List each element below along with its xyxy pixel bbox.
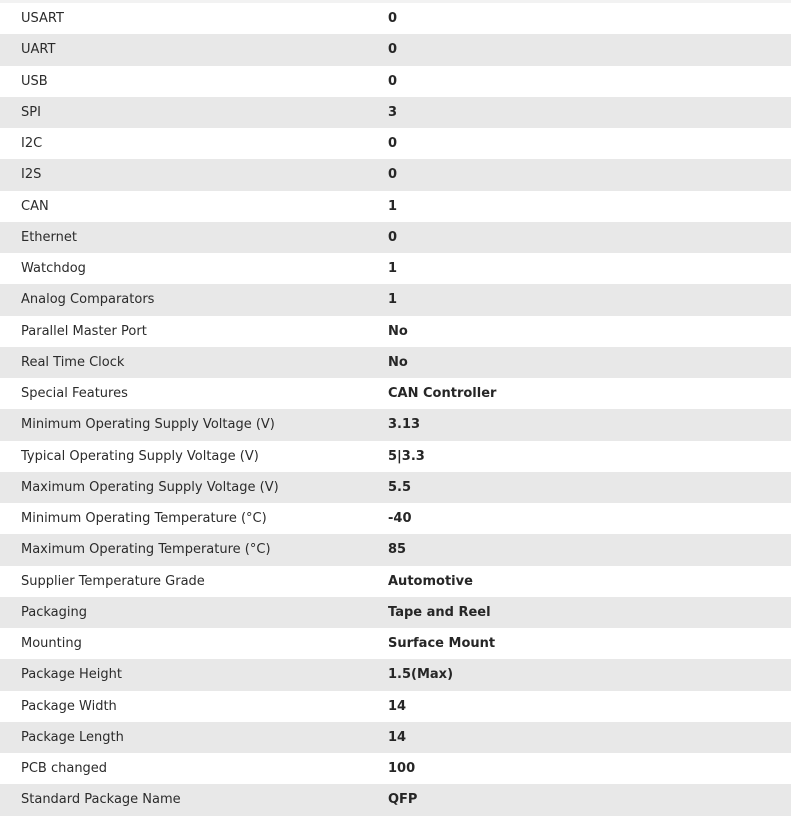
spec-value: 85 [388, 542, 407, 558]
spec-label: Watchdog [21, 261, 86, 277]
spec-value: 1 [388, 261, 398, 277]
spec-value: 1 [388, 198, 398, 214]
spec-value: 14 [388, 729, 407, 745]
spec-value: CAN Controller [388, 386, 497, 402]
spec-label: Typical Operating Supply Voltage (V) [21, 448, 259, 464]
spec-row-pcb-changed [0, 753, 791, 784]
spec-label: PCB changed [21, 761, 108, 777]
spec-row-i2s [0, 159, 791, 190]
spec-row-max-temperature [0, 534, 791, 565]
spec-label: I2S [21, 167, 42, 183]
spec-label: Package Length [21, 729, 124, 745]
spec-value: Tape and Reel [388, 604, 491, 620]
spec-row-spi [0, 97, 791, 128]
spec-value: 0 [388, 167, 398, 183]
spec-label: Package Height [21, 667, 122, 683]
spec-row-special-features [0, 378, 791, 409]
spec-label: Minimum Operating Supply Voltage (V) [21, 417, 275, 433]
spec-value: Surface Mount [388, 636, 496, 652]
spec-label: SPI [21, 104, 41, 120]
spec-value: 0 [388, 11, 398, 27]
spec-label: Supplier Temperature Grade [21, 573, 205, 589]
spec-row-can [0, 191, 791, 222]
spec-row-packaging [0, 597, 791, 628]
spec-row-min-temperature [0, 503, 791, 534]
spec-label: Special Features [21, 386, 128, 402]
spec-value: -40 [388, 511, 412, 527]
spec-label: CAN [21, 198, 49, 214]
spec-label: Parallel Master Port [21, 323, 147, 339]
spec-row-max-supply-voltage [0, 472, 791, 503]
spec-row-analog-comparators [0, 284, 791, 315]
spec-label: USB [21, 73, 48, 89]
spec-value: Automotive [388, 573, 473, 589]
spec-value: 0 [388, 136, 398, 152]
spec-label: Minimum Operating Temperature (°C) [21, 511, 267, 527]
spec-row-uart [0, 34, 791, 65]
spec-row-package-width [0, 691, 791, 722]
spec-label: Package Width [21, 698, 117, 714]
spec-row-standard-package-name [0, 784, 791, 815]
spec-label: I2C [21, 136, 43, 152]
spec-label: Maximum Operating Supply Voltage (V) [21, 479, 279, 495]
spec-row-package-length [0, 722, 791, 753]
spec-value: 0 [388, 42, 398, 58]
spec-label: Ethernet [21, 229, 77, 245]
spec-label: Packaging [21, 604, 87, 620]
spec-row-min-supply-voltage [0, 409, 791, 440]
spec-value: 1 [388, 292, 398, 308]
spec-value: QFP [388, 792, 418, 808]
spec-label: Maximum Operating Temperature (°C) [21, 542, 271, 558]
spec-value: 14 [388, 698, 407, 714]
spec-row-ethernet [0, 222, 791, 253]
spec-label: Mounting [21, 636, 82, 652]
spec-row-package-height [0, 659, 791, 690]
spec-row-typ-supply-voltage [0, 441, 791, 472]
spec-table [0, 3, 791, 816]
spec-value: 3.13 [388, 417, 421, 433]
spec-row-mounting [0, 628, 791, 659]
spec-label: Real Time Clock [21, 354, 125, 370]
spec-value: 5.5 [388, 479, 412, 495]
spec-row-usb [0, 66, 791, 97]
spec-value: No [388, 323, 408, 339]
spec-value: 100 [388, 761, 416, 777]
spec-label: Standard Package Name [21, 792, 181, 808]
spec-row-usart [0, 3, 791, 34]
spec-label: UART [21, 42, 56, 58]
spec-value: 3 [388, 104, 398, 120]
spec-value: 5|3.3 [388, 448, 425, 464]
spec-row-parallel-master-port [0, 316, 791, 347]
spec-value: 0 [388, 229, 398, 245]
spec-row-temperature-grade [0, 566, 791, 597]
spec-row-watchdog [0, 253, 791, 284]
spec-label: Analog Comparators [21, 292, 155, 308]
spec-label: USART [21, 11, 64, 27]
spec-row-i2c [0, 128, 791, 159]
spec-value: 1.5(Max) [388, 667, 454, 683]
spec-row-real-time-clock [0, 347, 791, 378]
spec-value: 0 [388, 73, 398, 89]
spec-value: No [388, 354, 408, 370]
